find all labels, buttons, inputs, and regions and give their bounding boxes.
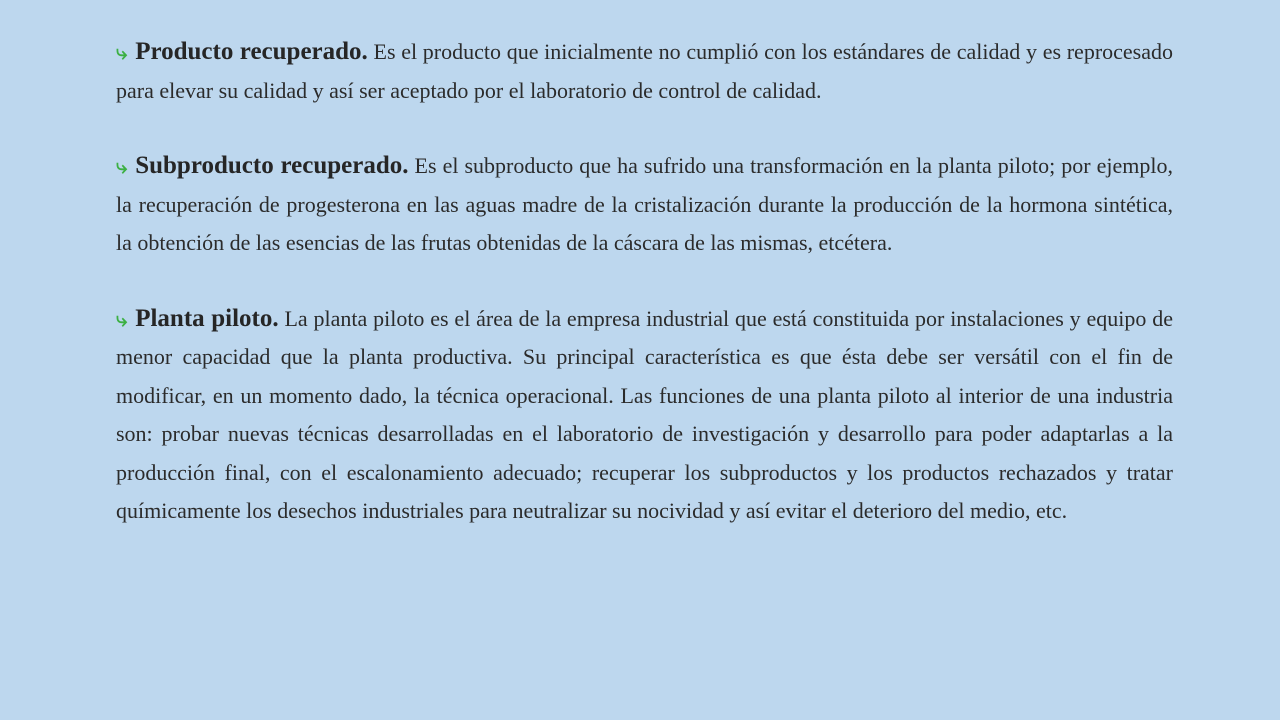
curved-arrow-bullet-icon: ⤷	[116, 154, 128, 178]
definition-paragraph-planta-piloto	[116, 300, 1173, 531]
definition-paragraph-producto-recuperado	[116, 33, 1173, 110]
definition-text: La planta piloto es el área de la empresa industrial que está constituida por instalaciones y equipo de menor capacidad que la planta productiva. Su principal característica es que ésta debe ser versátil con el fin de modificar, en un momento dado, la técnica operacional. Las funciones de una planta piloto al interior de una industria son: probar nuevas técnicas desarrolladas en el laboratorio de investigación y desarrollo para poder adaptarlas a la producción final, con el escalonamiento adecuado; recuperar los subproductos y los productos rechazados y tratar químicamente los desechos industriales para neutralizar su nocividad y así evitar el deterioro del medio, etc.	[116, 305, 1173, 523]
curved-arrow-bullet-icon: ⤷	[116, 306, 128, 331]
definition-term: Planta piloto.	[135, 304, 279, 332]
definition-paragraph-subproducto-recuperado	[116, 147, 1173, 263]
definition-term: Subproducto recuperado.	[135, 152, 409, 179]
curved-arrow-bullet-icon: ⤷	[116, 40, 128, 64]
definition-term: Producto recuperado.	[135, 38, 368, 65]
definition-text: Es el producto que inicialmente no cumplió con los estándares de calidad y es reprocesado para elevar su calidad y así ser aceptado por el laboratorio de control de calidad.	[116, 39, 1174, 103]
definition-text: Es el subproducto que ha sufrido una transformación en la planta piloto; por ejemplo, la recuperación de progesterona en las aguas madre de la cristalización durante la producción de la hormona sintética, la obtención de las esencias de las frutas obtenidas de la cáscara de las mismas, etcétera.	[116, 153, 1174, 255]
slide-content	[116, 33, 1173, 531]
